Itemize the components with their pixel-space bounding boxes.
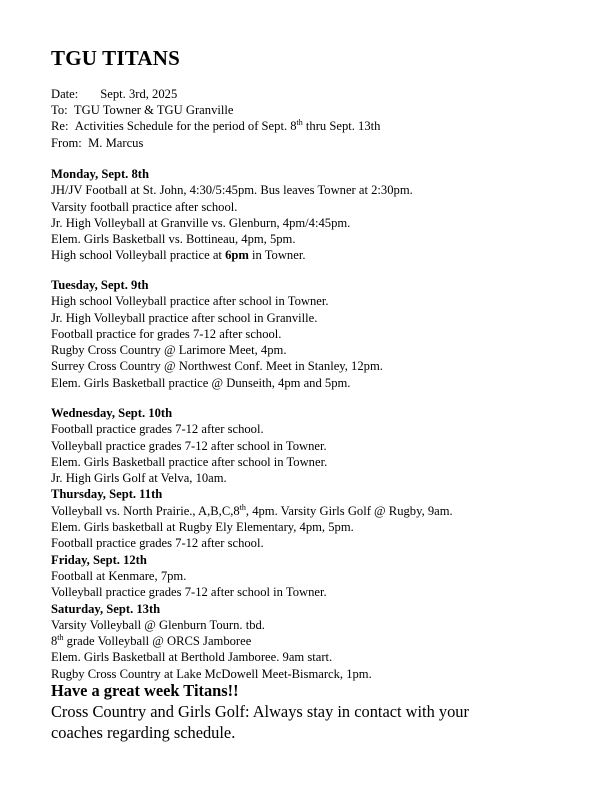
closing-note: coaches regarding schedule. [51, 723, 236, 742]
from-line [51, 135, 591, 151]
re-value: Activities Schedule for the period of Sept. 8 [74, 119, 297, 134]
wednesday-section [51, 405, 591, 682]
monday-item: Elem. Girls Basketball vs. Bottineau, 4pm, 5pm. [51, 232, 296, 247]
re-superscript: th [296, 118, 303, 128]
from-value: M. Marcus [88, 135, 144, 150]
wednesday-item: Football practice grades 7-12 after school. [51, 422, 264, 437]
saturday-item: Rugby Cross Country at Lake McDowell Meet-Bismarck, 1pm. [51, 666, 372, 681]
wednesday-heading: Wednesday, Sept. 10th [51, 406, 173, 420]
monday-item-time: 6pm [225, 248, 249, 263]
tuesday-item: Football practice for grades 7-12 after school. [51, 326, 282, 341]
monday-item: Varsity football practice after school. [51, 199, 238, 214]
thursday-item: Football practice grades 7-12 after school. [51, 536, 264, 551]
tuesday-item: Jr. High Volleyball practice after school in Granville. [51, 310, 318, 325]
saturday-item-text-end: grade Volleyball @ ORCS Jamboree [63, 634, 252, 649]
friday-heading: Friday, Sept. 12th [51, 552, 147, 567]
re-line [51, 118, 591, 134]
date-label: Date: [51, 87, 79, 101]
friday-item: Football at Kenmare, 7pm. [51, 568, 187, 583]
tuesday-heading: Tuesday, Sept. 9th [51, 278, 149, 292]
monday-item: JH/JV Football at St. John, 4:30/5:45pm. Bus leaves Towner at 2:30pm. [51, 183, 413, 198]
saturday-item: Elem. Girls Basketball at Berthold Jamboree. 9am start. [51, 650, 333, 665]
closing-section [51, 681, 591, 743]
date-value: Sept. 3rd, 2025 [100, 87, 178, 101]
to-label: To: [51, 103, 68, 118]
tuesday-item: Rugby Cross Country @ Larimore Meet, 4pm. [51, 343, 287, 358]
to-line [51, 102, 591, 118]
re-label: Re: [51, 119, 69, 134]
monday-item [51, 247, 591, 263]
saturday-item-text: 8 [51, 634, 58, 649]
saturday-superscript: th [57, 632, 64, 642]
wednesday-item: Jr. High Girls Golf at Velva, 10am. [51, 471, 227, 486]
memo-header [51, 86, 591, 151]
from-label: From: [51, 135, 82, 150]
thursday-item-text: Volleyball vs. North Prairie., A,B,C,8 [51, 503, 240, 518]
tuesday-item: High school Volleyball practice after school in Towner. [51, 294, 329, 309]
thursday-item [51, 503, 591, 519]
saturday-item: Varsity Volleyball @ Glenburn Tourn. tbd. [51, 617, 265, 632]
tuesday-item: Elem. Girls Basketball practice @ Dunseith, 4pm and 5pm. [51, 375, 351, 390]
monday-item-text: High school Volleyball practice at [51, 248, 226, 263]
thursday-heading: Thursday, Sept. 11th [51, 487, 163, 502]
monday-item-text-end: in Towner. [248, 248, 306, 263]
date-line [51, 86, 591, 102]
to-value: TGU Towner & TGU Granville [73, 103, 234, 118]
closing-message: Have a great week Titans!! [51, 681, 239, 700]
thursday-item-text-end: , 4pm. Varsity Girls Golf @ Rugby, 9am. [245, 503, 453, 518]
thursday-superscript: th [239, 502, 246, 512]
tuesday-section [51, 277, 591, 391]
re-value-end: thru Sept. 13th [302, 119, 381, 134]
tuesday-item: Surrey Cross Country @ Northwest Conf. Meet in Stanley, 12pm. [51, 359, 383, 374]
monday-item: Jr. High Volleyball at Granville vs. Glenburn, 4pm/4:45pm. [51, 215, 351, 230]
closing-note: Cross Country and Girls Golf: Always stay in contact with your [51, 702, 469, 721]
saturday-heading: Saturday, Sept. 13th [51, 601, 161, 616]
page-title: TGU TITANS [51, 46, 181, 70]
wednesday-item: Elem. Girls Basketball practice after school in Towner. [51, 454, 328, 469]
saturday-item [51, 633, 591, 649]
wednesday-item: Volleyball practice grades 7-12 after school in Towner. [51, 438, 327, 453]
monday-heading: Monday, Sept. 8th [51, 167, 149, 181]
monday-section [51, 166, 591, 264]
friday-item: Volleyball practice grades 7-12 after school in Towner. [51, 585, 327, 600]
thursday-item: Elem. Girls basketball at Rugby Ely Elementary, 4pm, 5pm. [51, 520, 354, 535]
